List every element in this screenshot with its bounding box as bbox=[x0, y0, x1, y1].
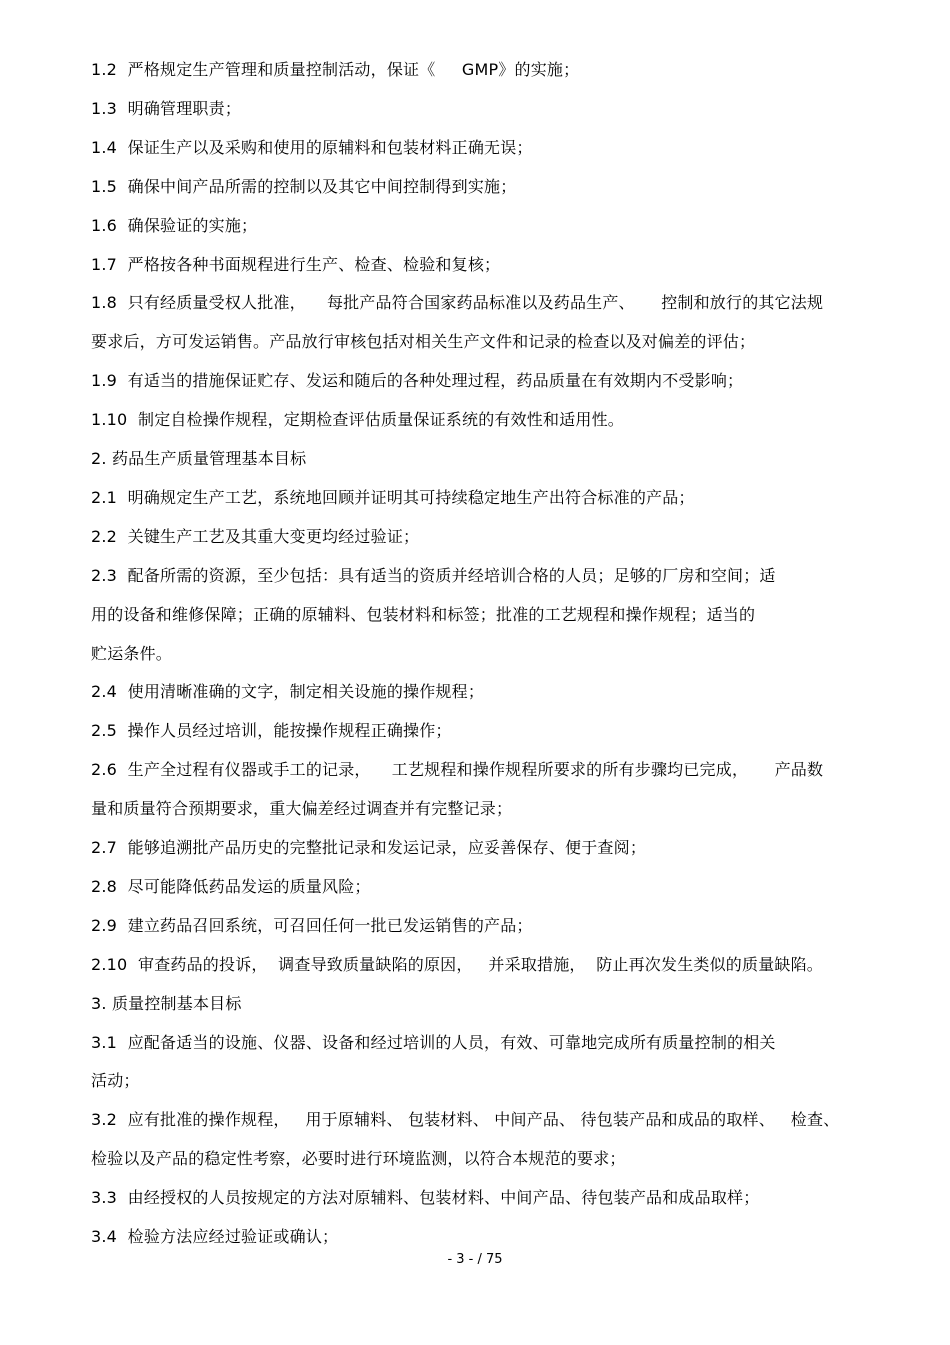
text-line: 3.4 检验方法应经过验证或确认； bbox=[91, 1227, 339, 1246]
text-line: 检验以及产品的稳定性考察，必要时进行环境监测，以符合本规范的要求； bbox=[91, 1149, 626, 1168]
text-line: 2.5 操作人员经过培训，能按操作规程正确操作； bbox=[91, 721, 452, 740]
text-line: 2.3 配备所需的资源，至少包括：具有适当的资质并经培训合格的人员；足够的厂房和空间；适 bbox=[91, 566, 776, 585]
text-line: 2.2 关键生产工艺及其重大变更均经过验证； bbox=[91, 527, 420, 546]
text-line: 1.4 保证生产以及采购和使用的原辅料和包装材料正确无误； bbox=[91, 138, 533, 157]
text-line: 1.6 确保验证的实施； bbox=[91, 216, 258, 235]
text-line: 活动； bbox=[91, 1071, 140, 1090]
text-line: 3. 质量控制基本目标 bbox=[91, 994, 242, 1013]
page-number: - 3 - / 75 bbox=[447, 1252, 503, 1267]
text-line: 2.10 审查药品的投诉， 调查导致质量缺陷的原因， 并采取措施， 防止再次发生类似的质量缺陷。 bbox=[91, 955, 823, 974]
text-line: 1.5 确保中间产品所需的控制以及其它中间控制得到实施； bbox=[91, 177, 517, 196]
text-line: 3.1 应配备适当的设施、仪器、设备和经过培训的人员，有效、可靠地完成所有质量控制的相关 bbox=[91, 1033, 776, 1052]
text-line: 用的设备和维修保障；正确的原辅料、包装材料和标签；批准的工艺规程和操作规程；适当的 bbox=[91, 605, 756, 624]
text-line: 1.10 制定自检操作规程，定期检查评估质量保证系统的有效性和适用性。 bbox=[91, 410, 624, 429]
text-line: 1.7 严格按各种书面规程进行生产、检查、检验和复核； bbox=[91, 255, 501, 274]
text-line: 1.9 有适当的措施保证贮存、发运和随后的各种处理过程，药品质量在有效期内不受影响； bbox=[91, 371, 744, 390]
text-line: 量和质量符合预期要求，重大偏差经过调查并有完整记录； bbox=[91, 799, 513, 818]
text-line: 2.4 使用清晰准确的文字，制定相关设施的操作规程； bbox=[91, 682, 485, 701]
text-line: 2.9 建立药品召回系统，可召回任何一批已发运销售的产品； bbox=[91, 916, 533, 935]
text-line: 2.6 生产全过程有仪器或手工的记录， 工艺规程和操作规程所要求的所有步骤均已完成， 产品数 bbox=[91, 760, 824, 779]
text-line: 2. 药品生产质量管理基本目标 bbox=[91, 449, 307, 468]
text-line: 贮运条件。 bbox=[91, 644, 173, 663]
text-line: 3.2 应有批准的操作规程， 用于原辅料、 包装材料、 中间产品、 待包装产品和成品的取样、 检查、 bbox=[91, 1110, 840, 1129]
text-line: 要求后，方可发运销售。产品放行审核包括对相关生产文件和记录的检查以及对偏差的评估； bbox=[91, 332, 756, 351]
text-line: 3.3 由经授权的人员按规定的方法对原辅料、包装材料、中间产品、待包装产品和成品取样； bbox=[91, 1188, 760, 1207]
text-line: 1.2 严格规定生产管理和质量控制活动，保证《 GMP》的实施； bbox=[91, 60, 580, 79]
text-line: 2.7 能够追溯批产品历史的完整批记录和发运记录，应妥善保存、便于查阅； bbox=[91, 838, 647, 857]
text-line: 2.8 尽可能降低药品发运的质量风险； bbox=[91, 877, 371, 896]
text-line: 1.8 只有经质量受权人批准， 每批产品符合国家药品标准以及药品生产、 控制和放行的其它法规 bbox=[91, 293, 824, 312]
text-line: 2.1 明确规定生产工艺，系统地回顾并证明其可持续稳定地生产出符合标准的产品； bbox=[91, 488, 695, 507]
text-line: 1.3 明确管理职责； bbox=[91, 99, 242, 118]
